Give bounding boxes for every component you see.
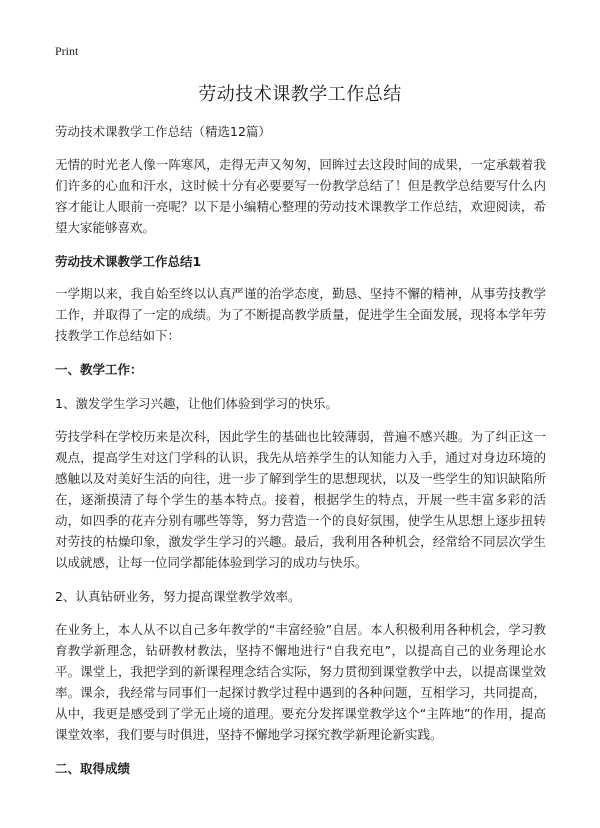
section-intro-paragraph: 一学期以来，我自始至终以认真严谨的治学态度，勤恳、坚持不懈的精神，从事劳技教学工作，并取得了一定的成绩。为了不断提高教学质量，促进学生全面发展，现将本学年劳技教学工作总结如下： xyxy=(55,286,546,343)
heading-teaching-work: 一、教学工作： xyxy=(55,362,143,377)
print-label: Print xyxy=(55,44,79,58)
paragraph-2: 在业务上，本人从不以自己多年教学的“丰富经验”自居。本人积极利用各种机会，学习教育教学新理念，钻研教材教法，坚持不懈地进行“自我充电”，以提高自己的业务理论水平。课堂上，我把学到的新课程理念结合实际，努力贯彻到课堂教学中去，以提高课堂效率。课余，我经常与同事们一起探讨教学过程中遇到的各种问题，互相学习，共同提高，从中，我更是感受到了学无止境的道理。要充分发挥课堂教学这个“主阵地”的作用，提高课堂效率，我们要与时俱进，坚持不懈地学习探究教学新理论新实践。 xyxy=(55,622,546,742)
heading-achievements: 二、取得成绩 xyxy=(55,761,131,776)
section-title: 劳动技术课教学工作总结1 xyxy=(55,254,202,269)
document-subtitle: 劳动技术课教学工作总结（精选12篇） xyxy=(55,124,271,139)
paragraph-1: 劳技学科在学校历来是次科，因此学生的基础也比较薄弱，普遍不感兴趣。为了纠正这一观点，提高学生对这门学科的认识，我先从培养学生的认知能力入手，通过对身边环境的感触以及对美好生活的向往，进一步了解到学生的思想现状，以及一些学生的知识缺陷所在，逐渐摸清了每个学生的基本特点。接着，根据学生的特点，开展一些丰富多彩的活动，如四季的花卉分别有哪些等等，努力营造一个的良好氛围，使学生从思想上逐步扭转对劳技的枯燥印象，激发学生学习的兴趣。最后，我利用各种机会，经常给不同层次学生以成就感，让每一位同学都能体验到学习的成功与快乐。 xyxy=(55,429,546,570)
document-body xyxy=(55,121,546,792)
intro-paragraph: 无情的时光老人像一阵寒风，走得无声又匆匆，回眸过去这段时间的成果，一定承载着我们许多的心血和汗水，这时候十分有必要要写一份教学总结了！但是教学总结要写什么内容才能让人眼前一亮呢？以下是小编精心整理的劳动技术课教学工作总结，欢迎阅读，希望大家能够喜欢。 xyxy=(55,157,546,235)
document-title: 劳动技术课教学工作总结 xyxy=(198,84,402,105)
list-item-1: 1、激发学生学习兴趣，让他们体验到学习的快乐。 xyxy=(55,396,338,411)
list-item-2: 2、认真钻研业务，努力提高课堂教学效率。 xyxy=(55,589,301,604)
